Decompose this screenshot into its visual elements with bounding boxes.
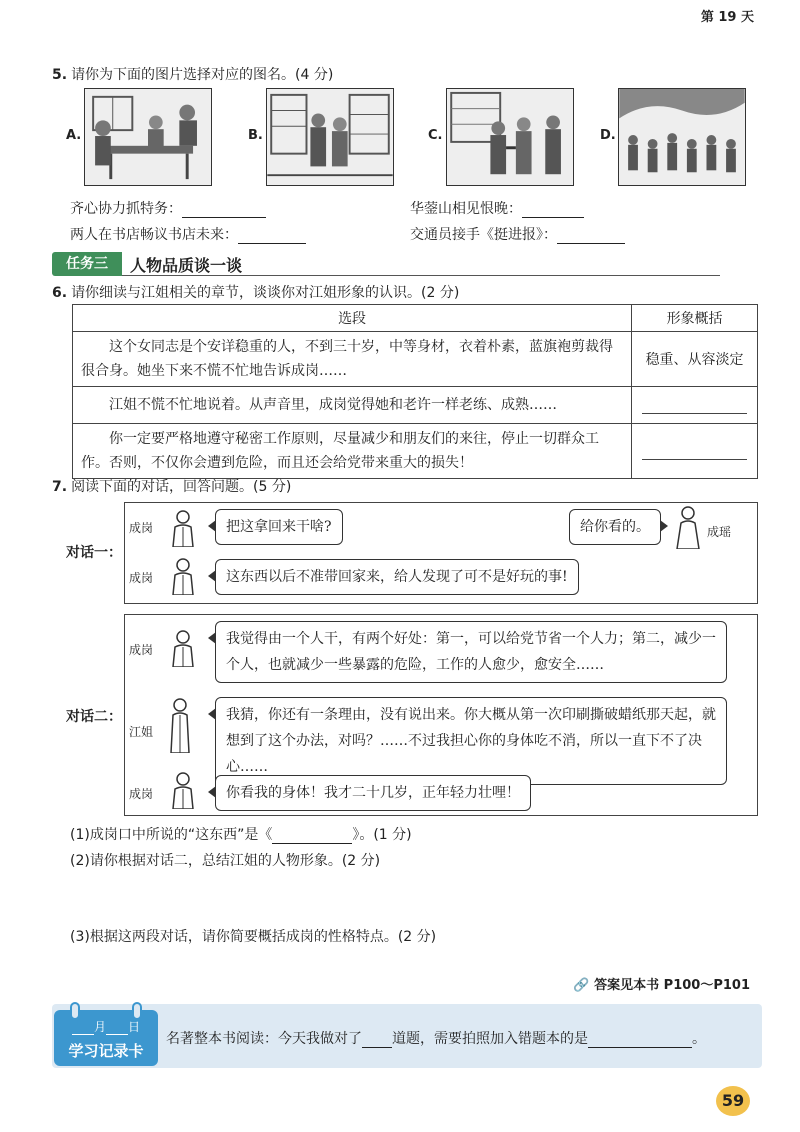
q6-summary-3-blank[interactable] [642,442,747,460]
q5-number: 5. [52,67,68,83]
picture-d-illustration [618,88,746,186]
dialogue-2-speaker-3: 成岗 [129,787,154,801]
record-card [54,1010,158,1066]
table-row [73,332,758,387]
record-card-title: 学习记录卡 [68,1042,144,1060]
illustration-crowd-icon [619,89,745,185]
jiangjie-figure-icon [165,697,195,753]
dialogue-1-bubble-1: 把这拿回来干啥? [215,509,343,545]
record-text-part1: 名著整本书阅读：今天我做对了 [166,1031,362,1047]
dialogue-2-box [124,614,758,816]
q7-sub-1-before: (1)成岗口中所说的“这东西”是《 [70,827,273,843]
q6-excerpt-3: 你一定要严格地遵守秘密工作原则，尽量减少和朋友们的来往，停止一切群众工作。否则，不仅你会遭到危险，而且还会给党带来重大的损失！ [73,424,632,479]
q6-table-header [73,305,758,332]
q5-prompt: 请你为下面的图片选择对应的图名。(4 分) [71,67,334,83]
record-day-blank[interactable] [106,1023,128,1035]
q6-prompt: 请你细读与江姐相关的章节，谈谈你对江姐形象的认识。(2 分) [71,285,460,301]
q5-answer-blank-4[interactable] [557,228,625,244]
q6-excerpt-1: 这个女同志是个安详稳重的人，不到三十岁，中等身材，衣着朴素，蓝旗袍剪裁得很合身。她坐下来不慌不忙地告诉成岗…… [73,332,632,387]
q5-picture-row [66,88,756,188]
picture-b-letter: B. [248,128,263,143]
q7-sub-question-1 [70,824,412,844]
task-title: 人物品质谈一谈 [130,256,243,275]
q6-header-excerpt: 选段 [73,305,632,332]
dialogue-1-label: 对话一： [66,545,122,561]
paperclip-icon: 🔗 [573,978,590,993]
record-month-blank[interactable] [72,1023,94,1035]
dialogue-2-speaker-1: 成岗 [129,643,154,657]
dialogue-1-bubble-3: 这东西以后不准带回家来，给人发现了可不是好玩的事! [215,559,579,595]
record-date [54,1018,158,1035]
q6-table [72,304,758,479]
dialogue-1-speaker-2: 成瑶 [707,525,732,539]
dialogue-1-speaker-1: 成岗 [129,521,154,535]
q6-summary-2-cell [632,387,758,424]
record-text-part3: 。 [692,1031,706,1047]
chengyao-figure-icon [673,505,703,549]
day-label: 第 19 天 [700,10,754,25]
q5-option-1 [70,198,266,218]
chenggang-figure-icon [169,629,197,667]
q7-prompt: 阅读下面的对话，回答问题。(5 分) [71,479,292,495]
dialogue-1-bubble-2: 给你看的。 [569,509,661,545]
chenggang-figure-icon [169,557,197,595]
q5-answer-blank-3[interactable] [238,228,306,244]
q5-answer-blank-1[interactable] [182,202,266,218]
q5-option-2 [410,198,584,218]
record-day-label: 日 [128,1020,141,1034]
q7-sub-1-after: 》。(1 分) [352,827,412,843]
q5-option-4-text: 交通员接手《挺进报》： [410,227,557,243]
answer-reference-text: 答案见本书 P100～P101 [594,978,750,993]
dialogue-2-speaker-2: 江姐 [129,725,154,739]
task-tag: 任务三 [52,252,122,276]
q7-sub-1-answer-blank[interactable] [272,828,352,844]
illustration-handshake-icon [447,89,573,185]
picture-b-illustration [266,88,394,186]
q5-option-1-text: 齐心协力抓特务： [70,201,182,217]
picture-a-letter: A. [66,128,82,143]
q7-number: 7. [52,479,68,495]
q6-number: 6. [52,285,68,301]
q7-sub-question-3: (3)根据这两段对话，请你简要概括成岗的性格特点。(2 分) [70,929,437,945]
record-mistakes-blank[interactable] [588,1032,692,1048]
dialogue-2-label: 对话二： [66,709,122,725]
q6-heading [52,282,459,302]
illustration-people-at-table-icon [85,89,211,185]
q5-answer-blank-2[interactable] [522,202,584,218]
chenggang-figure-icon [169,509,197,547]
q7-heading [52,476,291,496]
dialogue-1-box [124,502,758,604]
picture-c-illustration [446,88,574,186]
q5-option-2-text: 华蓥山相见恨晚： [410,201,522,217]
page-number: 59 [716,1086,750,1116]
q5-heading [52,64,333,84]
q7-sub-question-2: (2)请你根据对话二，总结江姐的人物形象。(2 分) [70,853,381,869]
q6-summary-1: 稳重、从容淡定 [632,332,758,387]
q5-option-4 [410,224,625,244]
q6-summary-3-cell [632,424,758,479]
record-text [166,1028,706,1048]
record-text-part2: 道题，需要拍照加入错题本的是 [392,1031,588,1047]
picture-d-letter: D. [600,128,616,143]
q5-option-3 [70,224,306,244]
task-underline [122,275,720,276]
task-banner [52,252,720,276]
chenggang-figure-icon [169,771,197,809]
dialogue-2-bubble-2: 我猜，你还有一条理由，没有说出来。你大概从第一次印刷撕破蜡纸那天起，就想到了这个办法，对吗？……不过我担心你的身体吃不消，所以一直下不了决心…… [215,697,727,785]
record-month-label: 月 [93,1020,106,1034]
answer-reference [573,974,750,993]
q6-summary-2-blank[interactable] [642,396,747,414]
table-row [73,424,758,479]
dialogue-2-bubble-3: 你看我的身体！我才二十几岁，正年轻力壮哩！ [215,775,531,811]
q6-excerpt-2: 江姐不慌不忙地说着。从声音里，成岗觉得她和老许一样老练、成熟…… [73,387,632,424]
picture-a-illustration [84,88,212,186]
table-row [73,387,758,424]
dialogue-2-bubble-1: 我觉得由一个人干，有两个好处：第一，可以给党节省一个人力；第二，减少一个人，也就减少一些暴露的危险，工作的人愈少，愈安全…… [215,621,727,683]
illustration-bookshop-icon [267,89,393,185]
q6-header-summary: 形象概括 [632,305,758,332]
q5-option-3-text: 两人在书店畅议书店未来： [70,227,238,243]
record-count-blank[interactable] [362,1032,392,1048]
dialogue-1-speaker-3: 成岗 [129,571,154,585]
picture-c-letter: C. [428,128,443,143]
